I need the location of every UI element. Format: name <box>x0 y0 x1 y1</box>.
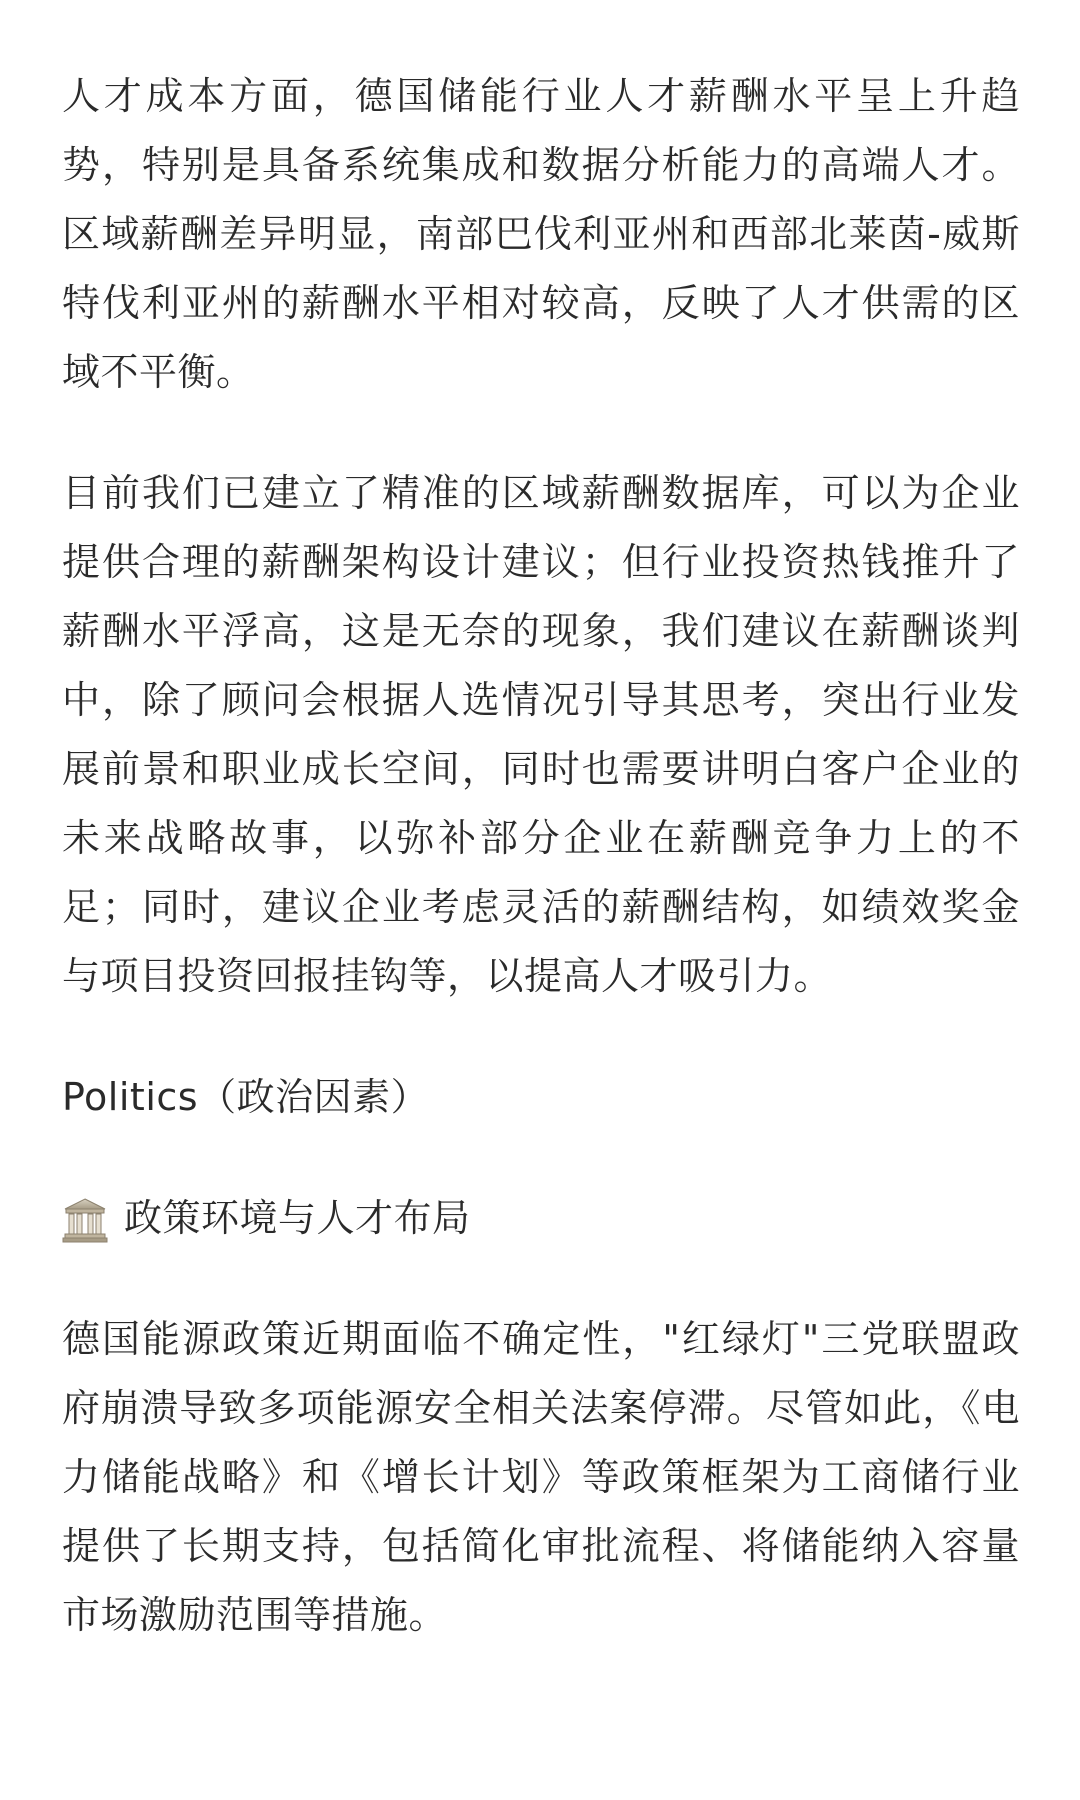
classical-building-icon <box>62 1196 108 1242</box>
paragraph-talent-cost: 人才成本方面，德国储能行业人才薪酬水平呈上升趋势，特别是具备系统集成和数据分析能力的高端人才。区域薪酬差异明显，南部巴伐利亚州和西部北莱茵-威斯特伐利亚州的薪酬水平相对较高，反映了人才供需的区域不平衡。 <box>62 74 1020 394</box>
paragraph-salary-database: 目前我们已建立了精准的区域薪酬数据库，可以为企业提供合理的薪酬架构设计建议；但行业投资热钱推升了薪酬水平浮高，这是无奈的现象，我们建议在薪酬谈判中，除了顾问会根据人选情况引导其思考，突出行业发展前景和职业成长空间，同时也需要讲明白客户企业的未来战略故事，以弥补部分企业在薪酬竞争力上的不足；同时，建议企业考虑灵活的薪酬结构，如绩效奖金与项目投资回报挂钩等，以提高人才吸引力。 <box>62 471 1020 998</box>
article-body <box>62 62 1020 1650</box>
paragraph-energy-policy: 德国能源政策近期面临不确定性，"红绿灯"三党联盟政府崩溃导致多项能源安全相关法案停滞。尽管如此，《电力储能战略》和《增长计划》等政策框架为工商储行业提供了长期支持，包括简化审批流程、将储能纳入容量市场激励范围等措施。 <box>62 1317 1020 1637</box>
subheading-policy <box>62 1184 1020 1253</box>
subheading-text: 政策环境与人才布局 <box>124 1196 471 1240</box>
section-title-politics: Politics（政治因素） <box>62 1075 430 1119</box>
